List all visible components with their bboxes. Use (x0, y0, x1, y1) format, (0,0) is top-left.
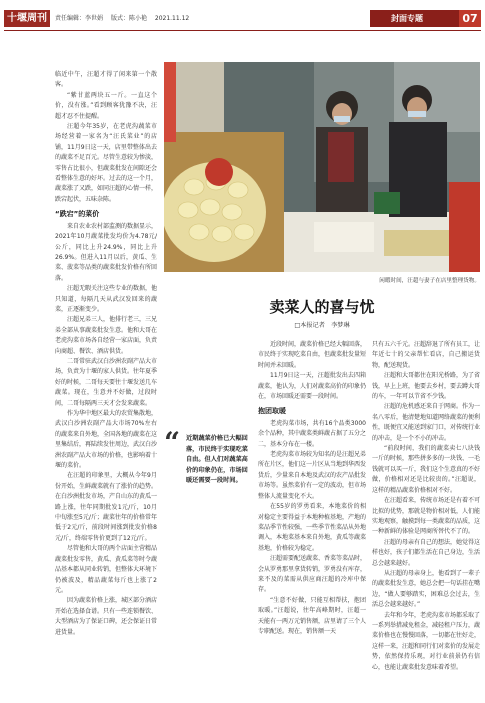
article-title: 卖菜人的喜与忧 (269, 298, 375, 316)
body-paragraph: 在汪超看来，传统市场还是有着不可比拟的优势，那就是物价相对低，人们能实地观察，触摸到每一类蔬菜的品质，这一种新鲜的体验是网商所替代不了的。 (372, 497, 480, 536)
body-paragraph: 从汪超的母亲身上，他看到了一辈子的蔬菜批发生意，她总会把一句话挂在嘴边，“做人要够踏实，困难总会过去，生活总会越来越好。” (372, 569, 480, 609)
body-paragraph: 汪超兄弟三人，他排行老三，三兄弟全部从事蔬菜批发生意。他和大哥在老虎沟菜市场各自经营一家店面，负责向商超、餐饮、酒店供货。 (55, 316, 157, 355)
body-paragraph: 二哥常驻武汉白沙洲农副产品大市场，负责为十堰的家人供货。往年夏季好的时候，二哥每天要往十堰发送几车蔬菜。现在，生意并不好做，过段时间，二哥每隔两三天才会发来蔬菜。 (55, 357, 157, 407)
article-byline: □本报记者 李梦琳 (294, 322, 350, 329)
body-paragraph: 汪超今年35岁，在老虎沟蔬菜市场经营着一家名为“汪氏菜业”的店铺，11月9日这一天，店里带整体出去的蔬菜不足百元。尽管生意较为惨淡，零售占比很小，但蔬菜批发在间隙还会看整体生意的好坏。过去的这一个月，蔬菜涨了又跌，如同汪超的心情一样，跌宕起伏，五味杂陈。 (55, 123, 157, 203)
page-header (0, 0, 485, 30)
article-photo (164, 62, 480, 272)
quote-mark-icon: “ (164, 426, 181, 459)
section-subheading: “跌宕”的菜价 (55, 210, 100, 219)
body-paragraph: 汪超需要配送蔬菜、香菜等菜品时，会从罗勇那里拿货转销，罗勇没有库存，来不及的菜需从供应商汪超的冷库中保存。 (258, 555, 366, 594)
editor-credit: 责任编辑：李世娟 (55, 15, 104, 22)
body-paragraph: 在55岁的罗勇看来，本地菜价的相对稳定主要得益于本地种植基地，产地的菜品季节性较强，一些季节性菜品从外地调入，本地菜基本来自外地，黄瓜等蔬菜基地，价格较为稳定。 (258, 503, 366, 552)
body-paragraph: “紫甘蓝两块五一斤。一直这个价，没有涨。”看到顾客犹豫不决，汪超才忍不住提醒。 (55, 91, 157, 120)
body-paragraph: 汪超的母亲有自己的想法，她觉得这样也好，孩子们都生活在自己身边，生活总会越来越好。 (372, 538, 480, 567)
body-paragraph: 汪超无暇关注这些专业的数据，他只知道，每隔几天从武汉发回来的蔬菜，正逐渐变少。 (55, 285, 157, 313)
page-meta (55, 13, 195, 22)
body-paragraph: 11月9日这一天，汪超批发出去四箱蔬菜，他认为，人们对蔬菜高价的印象仍在，市场回暖还需要一段时间。 (258, 372, 366, 401)
page-number: 07 (459, 10, 481, 27)
design-credit: 版式：陈小艳 (110, 15, 147, 22)
body-paragraph: 老虎沟菜市场，共有16个品类3000余个品种，其中蔬菜类鲜蔬占据了五分之二，基本分布在一楼。 (258, 419, 366, 448)
body-paragraph: 近段时间，蔬菜价格已经大幅回落，市民终于实现吃菜自由，但蔬菜批发量短时间并未回暖。 (258, 341, 366, 369)
body-paragraph: 来自农业农村部监测的数据显示，2021年10月蔬菜批发均价为4.78元/公斤，同比上升24.9%，同比上升26.9%。但进入11月以后，黄瓜、生菜、菠菜等品类的蔬菜批发价格有所回落。 (55, 222, 157, 282)
body-paragraph: 老虎沟菜市场较为知名的是汪超兄弟所在片区，他们这一片区从当地到华西发货后，少量来自本地及武汉的农产品批发市场等。虽然菜价有一定的波动，但市场整体人流量变化不大。 (258, 451, 366, 500)
market-stall-illustration (164, 62, 480, 272)
section-title: 封面专题 (391, 14, 423, 23)
body-paragraph: 临近中午，汪超才得了闲来第一个散客。 (55, 71, 157, 89)
masthead: 十堰周刊 (4, 10, 50, 27)
body-paragraph: 在汪超的印象里，大概从今年9月份开始，生鲜蔬菜就有了涨价的趋势。在白沙洲批发市场，产自山东的黄瓜一路上涨，往年同期批发1元/斤，10月中旬涨至5元/斤；蔬菜往年的价格常年低于2元/斤，前段时间涨到批发价格8元/斤，终端零售价更到了12元/斤。 (55, 472, 157, 542)
body-paragraph: 只有五六千元。汪超辞退了所有员工，让年近七十的父亲帮忙看店，自己搬运货物，配送现货。 (372, 341, 480, 369)
body-paragraph: 汪超的危机感还来自于网商。作为一名八零后，他清楚地知道网络蔬菜的便利性，既便宜又能送到家门口，对传统行业的冲击，是一个不小的冲击。 (372, 403, 480, 442)
text-column-left (55, 70, 157, 698)
body-paragraph: “生意不好做，只能互相帮扶，抱团取暖。”汪超说，往年高峰期时，汪超一天能有一两万元销售额，店里请了三个人专职配送。现在，销售额一天 (258, 596, 366, 635)
pull-quote-text: 近期蔬菜价格已大幅回落，市民终于实现吃菜自由。但人们对蔬菜高价的印象仍在，市场回暖还需要一段时间。 (186, 435, 248, 485)
body-paragraph: 汪超和大哥都住在阳光桥路，为了省钱，早上上班，他要去乡村，要去蹲大哥的车，一年可以节省不少钱。 (372, 372, 480, 401)
section-subheading: 抱团取暖 (258, 407, 286, 416)
body-paragraph: “前段时间，我们的蔬菜卖七八块钱一斤的时候，那些拼多多的一块钱、一毛钱就可以买一斤，我们这个生意真的不好做，价格相对还是比较贵的。”汪超说，这样的精品蔬菜价格相对不好。 (372, 445, 480, 494)
header-rule (4, 30, 481, 31)
text-column-right (372, 340, 480, 698)
photo-caption: 闲暇时间，汪超与妻子在店里整理货物。 (379, 278, 480, 284)
issue-date: 2021.11.12 (154, 15, 190, 22)
pull-quote (164, 426, 248, 520)
body-paragraph: 因为蔬菜价格上涨，城区部分酒店开始在选择食谱。只有一些连锁餐饮、大型酒店为了保证口碑，还会保证日常进货量。 (55, 597, 157, 636)
body-paragraph: 作为华中地区最大的农贸集散地，武汉白沙洲农副产品大市场70%左右的蔬菜来自外地，全国各地的蔬菜在这里集结后，再陆续发往周边，武汉白沙洲农副产品大市场的价格，也影响着十堰的菜价。 (55, 410, 157, 470)
body-paragraph: 去年和今年，老虎沟菜市场都采取了一系列举措减免租金，减轻租户压力，蔬菜价格也在慢慢回落，一切都在往好走，这样一来，汪超和同行们对菜价的发展走势，依然保持乐观，对行业前景仍有信心，也能让蔬菜批发意味着希望。 (372, 611, 480, 671)
text-column-middle (258, 340, 366, 698)
body-paragraph: 尽管他和大哥的两个店面主营精品蔬菜批发零售，黄瓜、黄瓜菜等时令蔬品基本都从同业转销，但整体大环境下仍被波及，精品蔬菜每斤也上涨了2元。 (55, 545, 157, 594)
